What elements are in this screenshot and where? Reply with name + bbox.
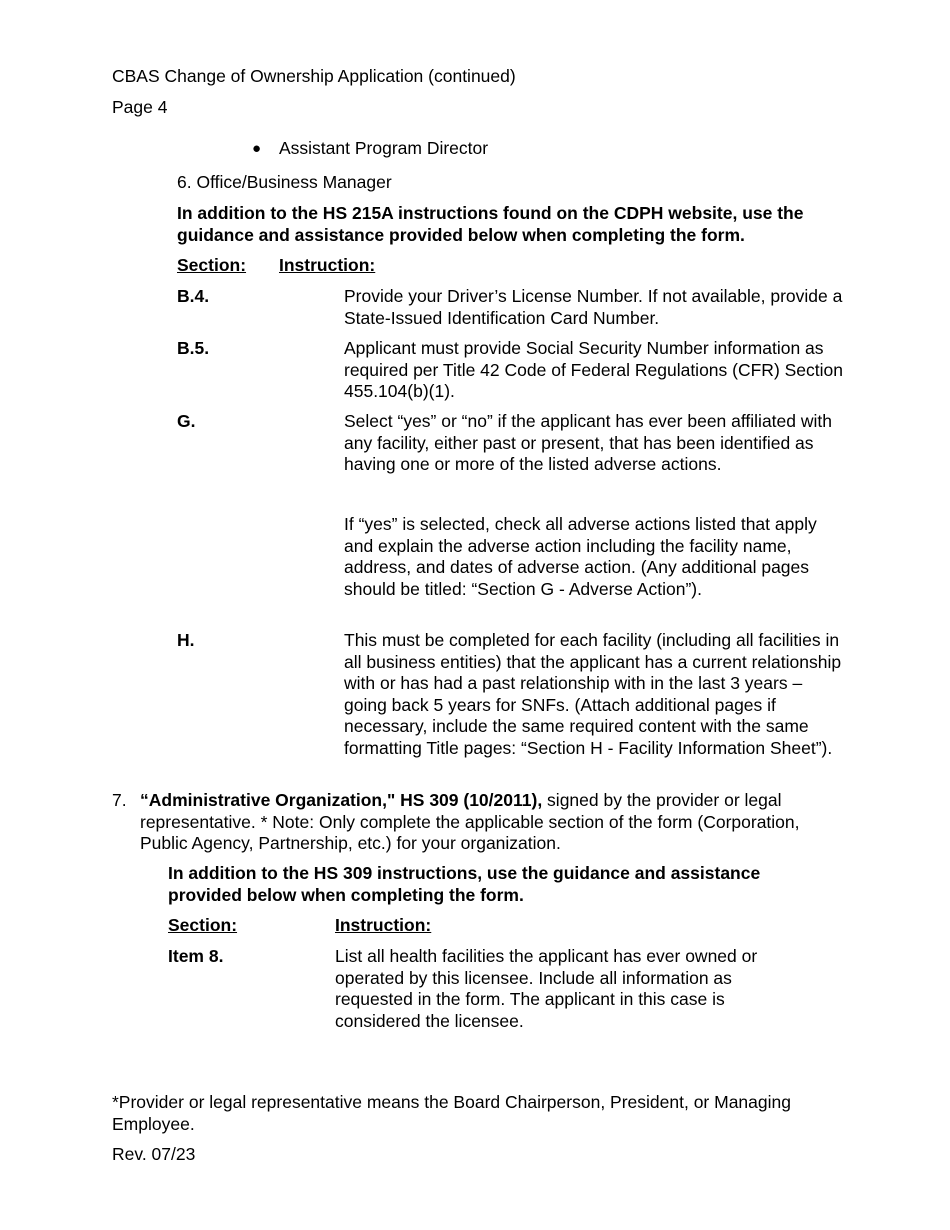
item6-label: 6. Office/Business Manager xyxy=(177,172,392,192)
page-number: Page 4 xyxy=(112,97,168,117)
item6-intro: In addition to the HS 215A instructions found on the CDPH website, use the guidance and assistance provided below when completing the form. xyxy=(177,203,804,245)
item6-col-instruction: Instruction: xyxy=(279,255,376,275)
item7-col-instruction: Instruction: xyxy=(335,915,432,935)
section-b4: B.4. xyxy=(177,286,210,306)
item7-number: 7. xyxy=(112,790,127,810)
instruction-item8: List all health facilities the applicant has ever owned or operated by this licensee. Include all information as requested in the form. The applicant in this case is considered the licensee. xyxy=(335,946,758,1031)
section-item8: Item 8. xyxy=(168,946,224,966)
bullet-item: Assistant Program Director xyxy=(279,138,489,158)
section-b5: B.5. xyxy=(177,338,210,358)
item7-title: “Administrative Organization," HS 309 (10/2011), xyxy=(140,790,543,810)
instruction-g: Select “yes” or “no” if the applicant has ever been affiliated with any facility, either past or present, that has been identified as having one or more of the listed adverse actions. xyxy=(344,411,832,474)
revision-date: Rev. 07/23 xyxy=(112,1144,196,1164)
item7-text: signed by the provider or legal representative. * Note: Only complete the applicable section of the form (Corporation, Public Agency, Partnership, etc.) for your organization. xyxy=(140,790,800,853)
bullet-icon: ● xyxy=(252,140,262,157)
item7-intro: In addition to the HS 309 instructions, use the guidance and assistance provided below when completing the form. xyxy=(168,863,761,905)
instruction-b4: Provide your Driver’s License Number. If not available, provide a State-Issued Identification Card Number. xyxy=(344,286,843,328)
document-title: CBAS Change of Ownership Application (continued) xyxy=(112,66,516,86)
item7-col-section: Section: xyxy=(168,915,238,935)
item7-paragraph xyxy=(140,790,840,855)
section-g: G. xyxy=(177,411,196,431)
footnote: *Provider or legal representative means the Board Chairperson, President, or Managing Employee. xyxy=(112,1092,791,1134)
instruction-g-continued: If “yes” is selected, check all adverse actions listed that apply and explain the adverse action including the facility name, address, and dates of adverse action. (Any additional pages should be titled: “Section G - Adverse Action”). xyxy=(344,514,817,599)
section-h: H. xyxy=(177,630,195,650)
instruction-b5: Applicant must provide Social Security Number information as required per Title 42 Code of Federal Regulations (CFR) Section 455.104(b)(1). xyxy=(344,338,843,401)
item6-col-section: Section: xyxy=(177,255,247,275)
instruction-h: This must be completed for each facility (including all facilities in all business entities) that the applicant has a current relationship with or has had a past relationship with in the last 3 years – going back 5 years for SNFs. (Attach additional pages if necessary, include the same required content with the same formatting Title pages: “Section H - Facility Information Sheet”). xyxy=(344,630,842,758)
